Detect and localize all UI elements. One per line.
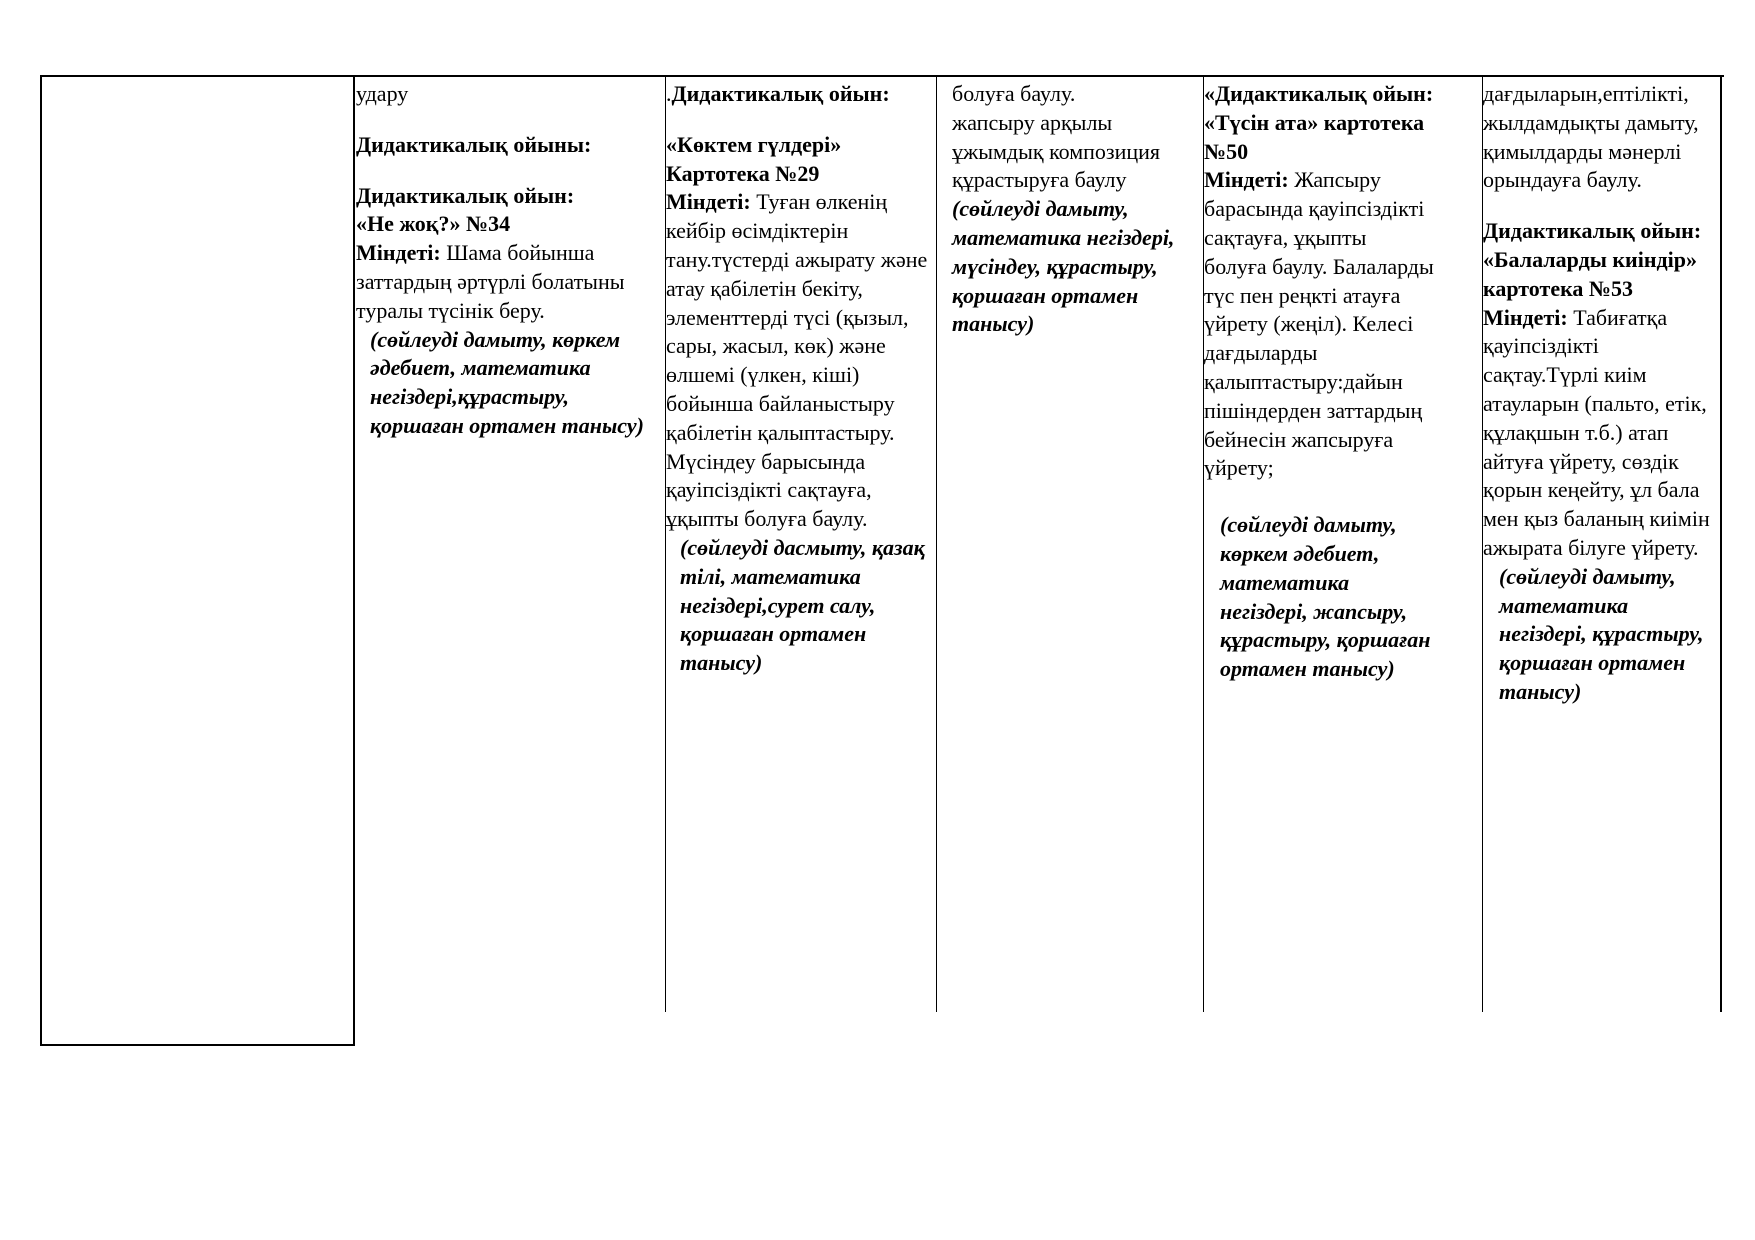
game-title: «Не жоқ?» №34: [356, 211, 511, 237]
subject-note: (сөйлеуді дасмыту, қазақ тілі, математика негіздері,сурет салу, қоршаған ортамен танысу): [680, 534, 925, 676]
task-text: Жапсыру барасында қауіпсіздікті сақтауға, ұқыпты болуға баулу. Балаларды түс пен реңкті атауға үйрету (жеңіл). Келесі дағдыларды қалыптастыру:дайын пішіндерден заттардың бейнесін жапсыруға үйрету;: [1204, 167, 1434, 481]
table-cell-col5: [1204, 80, 1434, 684]
table-cell-col6: [1483, 80, 1719, 707]
game-heading: Дидактикалық ойын:: [671, 81, 890, 106]
game-title: «Дидактикалық ойын: «Түсін ата» картотека №50: [1204, 81, 1434, 164]
table-cell-col3: [666, 80, 934, 678]
subject-note: (сөйлеуді дамыту, математика негіздері, мүсіндеу, құрастыру, қоршаған ортамен танысу): [952, 196, 1175, 337]
task-label: Міндеті:: [1483, 304, 1568, 330]
first-cell-bottom-border: [40, 1044, 355, 1046]
task-paragraph: [356, 239, 664, 325]
cell-text: болуға баулу.: [952, 81, 1076, 106]
task-label: Міндеті:: [1204, 167, 1289, 193]
game-title: Дидактикалық ойын: «Балаларды киіндір» картотека №53: [1483, 218, 1702, 301]
leading-dot: .: [666, 81, 672, 106]
column-divider-3: [936, 75, 937, 1012]
table-cell-col4: [952, 80, 1192, 339]
column-divider-1: [353, 75, 355, 1046]
task-label: Міндеті:: [666, 189, 751, 215]
cell-text: дағдыларын,ептілікті, жылдамдықты дамыту, қимылдарды мәнерлі орындауға баулу.: [1483, 81, 1699, 193]
task-text: Шама бойынша заттардың әртүрлі болатыны туралы түсінік беру.: [356, 240, 625, 323]
table-cell-empty: [42, 77, 353, 1044]
subject-note: (сөйлеуді дамыту, көркем әдебиет, математика негіздері,құрастыру, қоршаған ортамен танысу): [370, 326, 644, 438]
task-paragraph: [1204, 166, 1434, 483]
game-title: «Көктем гүлдері» Картотека №29: [666, 131, 842, 186]
task-paragraph: [666, 188, 934, 534]
game-heading: Дидактикалық ойыны:: [356, 131, 592, 157]
task-text: Табиғатқа қауіпсіздікті сақтау.Түрлі киім атауларын (пальто, етік, құлақшын т.б.) атап айтуға үйрету, сөздік қорын кеңейту, ұл бала мен қыз баланың киімін ажырата білуге үйрету.: [1483, 304, 1710, 560]
cell-text: жапсыру арқылы ұжымдық композиция құрастыруға баулу: [952, 109, 1161, 193]
subject-note: (сөйлеуді дамыту, математика негіздері, құрастыру, қоршаған ортамен танысу): [1499, 563, 1704, 704]
table-right-border: [1720, 75, 1722, 1012]
game-heading-line: [666, 80, 934, 109]
game-heading: Дидактикалық ойын:: [356, 182, 575, 208]
cell-text: удару: [356, 81, 409, 106]
task-paragraph: [1483, 304, 1719, 563]
table-cell-col2: [356, 80, 664, 441]
task-text: Туған өлкенің кейбір өсімдіктерін тану.түстерді ажырату және атау қабілетін бекіту, элементтерді түсі (қызыл, сары, жасыл, көк) және өлшемі (үлкен, кіші) бойынша байланыстыру қабілетін қалыптастыру. Мүсіндеу барысында қауіпсіздікті сақтауға, ұқыпты болуға баулу.: [666, 189, 928, 532]
task-label: Міндеті:: [356, 240, 441, 266]
subject-note: (сөйлеуді дамыту, көркем әдебиет, математика негіздері, жапсыру, құрастыру, қоршаған ортамен танысу): [1220, 512, 1431, 682]
